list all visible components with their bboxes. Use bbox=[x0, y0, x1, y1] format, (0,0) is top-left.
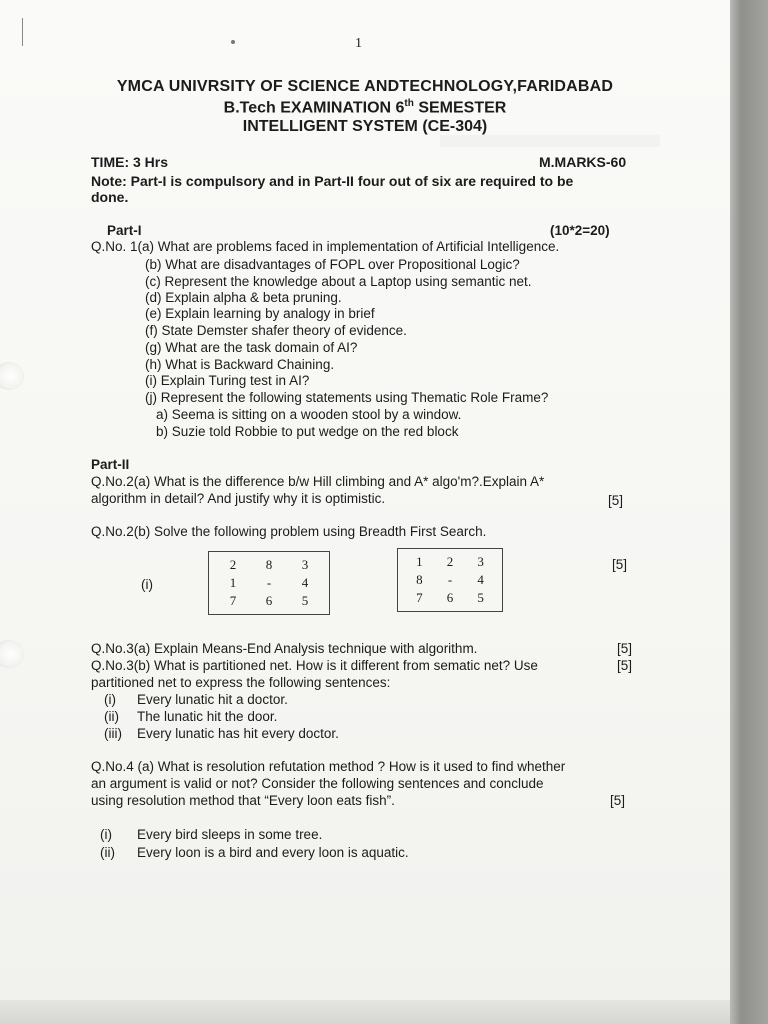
ink-dot bbox=[231, 40, 235, 44]
note-line-2: done. bbox=[91, 189, 129, 205]
paper-edge-shadow bbox=[730, 0, 768, 1024]
question-1d: (d) Explain alpha & beta pruning. bbox=[145, 290, 342, 305]
question-2b-marks: [5] bbox=[612, 557, 628, 572]
start-cell: 7 bbox=[229, 593, 237, 608]
q3b-item-num: (i) bbox=[104, 692, 116, 707]
q3b-item-num: (iii) bbox=[104, 726, 122, 741]
exam-title: B.Tech EXAMINATION 6th SEMESTER bbox=[223, 98, 507, 117]
question-2a-line-2: algorithm in detail? And justify why it is optimistic. bbox=[91, 491, 386, 506]
start-cell: 6 bbox=[265, 593, 273, 608]
start-cell: 1 bbox=[229, 575, 237, 590]
question-1f: (f) State Demster shafer theory of evidence. bbox=[145, 323, 407, 338]
course-title: INTELLIGENT SYSTEM (CE-304) bbox=[242, 118, 488, 135]
question-1j-sub-a: a) Seema is sitting on a wooden stool by a window. bbox=[156, 407, 462, 422]
puzzle-start-state bbox=[208, 551, 330, 615]
puzzle-goal-state bbox=[397, 548, 503, 612]
question-3b-line-2: partitioned net to express the following sentences: bbox=[91, 675, 391, 690]
question-3a: Q.No.3(a) Explain Means-End Analysis technique with algorithm. bbox=[91, 641, 478, 656]
q3b-item-text: Every lunatic has hit every doctor. bbox=[137, 726, 339, 741]
q4-item-num: (ii) bbox=[100, 845, 115, 860]
goal-cell: 3 bbox=[477, 554, 484, 569]
question-3b-line-1: Q.No.3(b) What is partitioned net. How is it different from sematic net? Use bbox=[91, 658, 538, 673]
question-2b: Q.No.2(b) Solve the following problem using Breadth First Search. bbox=[91, 524, 487, 539]
q3b-item-num: (ii) bbox=[104, 709, 119, 724]
question-1j: (j) Represent the following statements using Thematic Role Frame? bbox=[145, 390, 549, 405]
part2-title: Part-II bbox=[91, 457, 130, 472]
question-1j-sub-b: b) Suzie told Robbie to put wedge on the red block bbox=[156, 424, 459, 439]
question-1i: (i) Explain Turing test in AI? bbox=[145, 373, 310, 388]
question-2a-marks: [5] bbox=[608, 493, 624, 508]
start-cell: 2 bbox=[229, 557, 237, 572]
question-4-line-1: Q.No.4 (a) What is resolution refutation method ? How is it used to find whether bbox=[91, 759, 566, 774]
goal-cell: 7 bbox=[416, 590, 423, 605]
question-4-marks: [5] bbox=[610, 793, 626, 808]
university-title: YMCA UNIVRSITY OF SCIENCE ANDTECHNOLOGY,FARIDABAD bbox=[116, 78, 614, 95]
question-1h: (h) What is Backward Chaining. bbox=[145, 357, 335, 372]
page-number: 1 bbox=[355, 36, 362, 51]
goal-cell: 6 bbox=[446, 590, 454, 605]
question-2b-label: (i) bbox=[141, 577, 153, 592]
start-cell: 4 bbox=[301, 575, 309, 590]
question-1c: (c) Represent the knowledge about a Laptop using semantic net. bbox=[145, 274, 532, 289]
q3b-item-text: Every lunatic hit a doctor. bbox=[137, 692, 288, 707]
start-cell: 3 bbox=[301, 557, 309, 572]
start-cell: 8 bbox=[265, 557, 273, 572]
scanner-bed-strip bbox=[0, 1000, 730, 1024]
note-line-1: Note: Part-I is compulsory and in Part-II four out of six are required to be bbox=[91, 173, 574, 189]
bleed-through-smudge bbox=[440, 135, 660, 147]
q4-item-text: Every loon is a bird and every loon is aquatic. bbox=[137, 845, 409, 860]
start-cell: 5 bbox=[301, 593, 309, 608]
question-2a-line-1: Q.No.2(a) What is the difference b/w Hill climbing and A* algo'm?.Explain A* bbox=[91, 474, 545, 489]
question-3b-marks: [5] bbox=[617, 658, 633, 673]
question-1b: (b) What are disadvantages of FOPL over Propositional Logic? bbox=[145, 257, 520, 272]
q4-item-text: Every bird sleeps in some tree. bbox=[137, 827, 323, 842]
goal-cell: 5 bbox=[477, 590, 484, 605]
goal-cell: 8 bbox=[416, 572, 423, 587]
question-3a-marks: [5] bbox=[617, 641, 633, 656]
part1-marks: (10*2=20) bbox=[550, 223, 610, 238]
goal-cell: 1 bbox=[416, 554, 423, 569]
part1-title: Part-I bbox=[107, 223, 142, 238]
exam-time: TIME: 3 Hrs bbox=[91, 154, 169, 170]
question-1a: Q.No. 1(a) What are problems faced in implementation of Artificial Intelligence. bbox=[91, 239, 560, 254]
question-1e: (e) Explain learning by analogy in brief bbox=[145, 306, 375, 321]
margin-mark bbox=[22, 18, 23, 46]
question-4-line-2: an argument is valid or not? Consider the following sentences and conclude bbox=[91, 776, 544, 791]
q4-item-num: (i) bbox=[100, 827, 112, 842]
question-1g: (g) What are the task domain of AI? bbox=[145, 340, 358, 355]
question-4-line-3: using resolution method that “Every loon eats fish”. bbox=[91, 793, 395, 808]
q3b-item-text: The lunatic hit the door. bbox=[137, 709, 278, 724]
goal-cell: 2 bbox=[446, 554, 454, 569]
goal-cell: 4 bbox=[477, 572, 484, 587]
start-cell: - bbox=[266, 575, 272, 590]
goal-cell: - bbox=[447, 572, 453, 587]
max-marks: M.MARKS-60 bbox=[539, 154, 627, 170]
